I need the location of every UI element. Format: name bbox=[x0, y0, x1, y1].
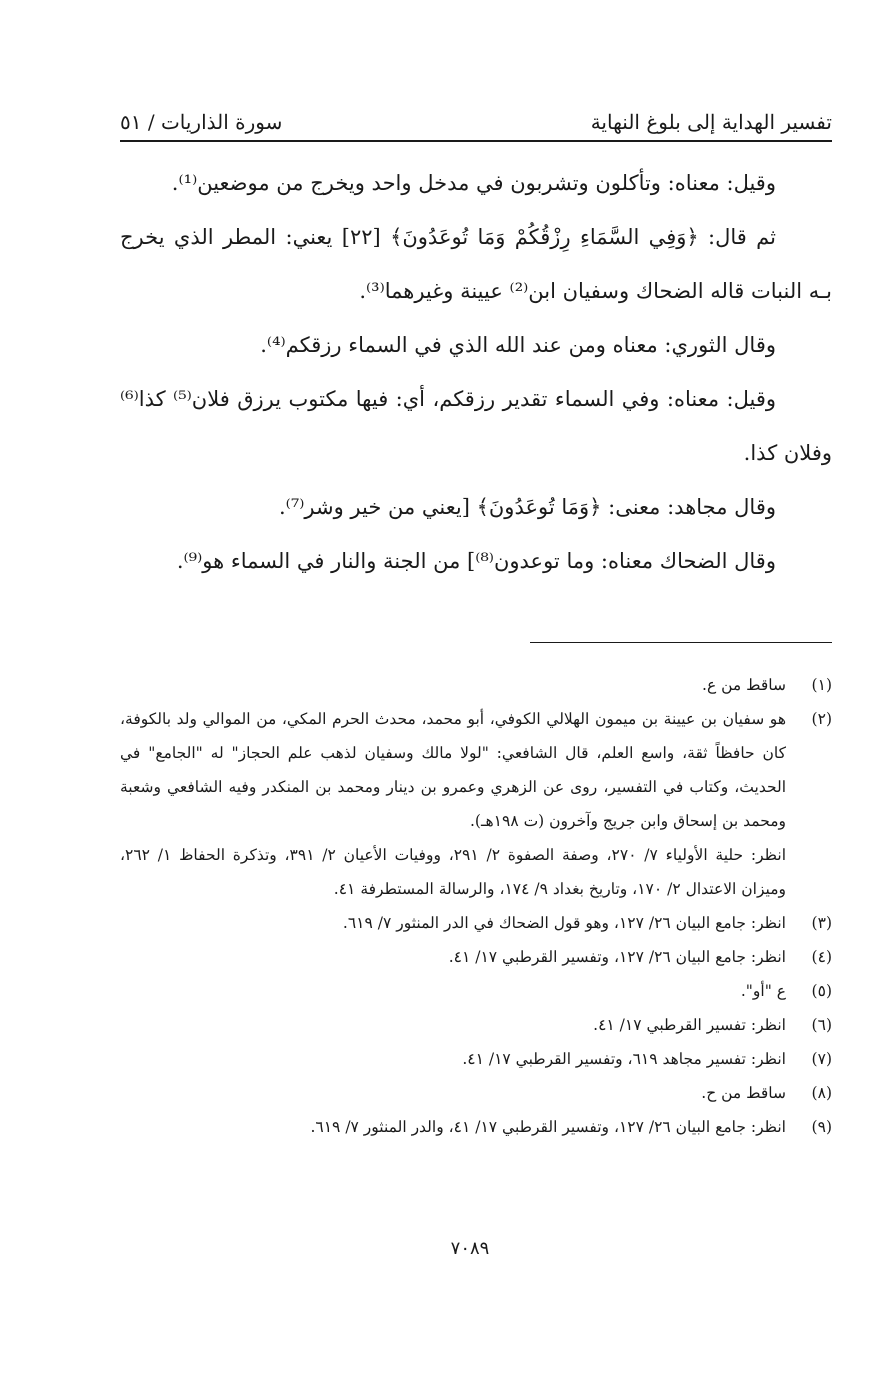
footnote-number: (٤) bbox=[811, 948, 832, 966]
paragraph-3: وقال الثوري: معناه ومن عند الله الذي في السماء رزقكم⁽⁴⁾. bbox=[260, 333, 776, 357]
running-header bbox=[120, 96, 832, 134]
footnote-number: (١) bbox=[811, 676, 832, 694]
book-title: تفسير الهداية إلى بلوغ النهاية bbox=[590, 110, 832, 134]
footnote-number: (٥) bbox=[811, 982, 832, 1000]
footnote-1 bbox=[120, 668, 832, 702]
footnote-6 bbox=[120, 1008, 832, 1042]
footnote-9 bbox=[120, 1110, 832, 1144]
paragraph-2: ثم قال: ﴿وَفِي السَّمَاءِ رِزْقُكُمْ وَمَا تُوعَدُونَ﴾ [٢٢] يعني: المطر الذي يخرج بـه النبات قاله الضحاك وسفيان ابن⁽²⁾ عيينة وغيرهما⁽³⁾. bbox=[120, 225, 832, 303]
footnote-text: ع "أو". bbox=[740, 982, 786, 1000]
footnotes bbox=[120, 668, 832, 1144]
footnote-text: انظر: جامع البيان ٢٦/ ١٢٧، وتفسير القرطبي ١٧/ ٤١، والدر المنثور ٧/ ٦١٩. bbox=[310, 1118, 786, 1136]
header-divider bbox=[120, 140, 832, 142]
footnote-number: (٣) bbox=[811, 914, 832, 932]
footnote-text: انظر: جامع البيان ٢٦/ ١٢٧، وتفسير القرطبي ١٧/ ٤١. bbox=[448, 948, 786, 966]
footnote-number: (٦) bbox=[811, 1016, 832, 1034]
footnote-2 bbox=[120, 702, 832, 838]
footnote-text: ساقط من ع. bbox=[702, 676, 786, 694]
footnote-text: انظر: جامع البيان ٢٦/ ١٢٧، وهو قول الضحاك في الدر المنثور ٧/ ٦١٩. bbox=[342, 914, 786, 932]
footnote-number: (٨) bbox=[811, 1084, 832, 1102]
footnote-text: انظر: تفسير مجاهد ٦١٩، وتفسير القرطبي ١٧/ ٤١. bbox=[462, 1050, 786, 1068]
footnote-number: (٩) bbox=[811, 1118, 832, 1136]
footnote-text: ساقط من ح. bbox=[701, 1084, 786, 1102]
footnote-2-sources: انظر: حلية الأولياء ٧/ ٢٧٠، وصفة الصفوة ٢/ ٢٩١، ووفيات الأعيان ٢/ ٣٩١، وتذكرة الحفاظ ١/ ٢٦٢، وميزان الاعتدال ٢/ ١٧٠، وتاريخ بغداد ٩/ ١٧٤، والرسالة المستطرفة ٤١. bbox=[120, 846, 787, 898]
footnote-text: هو سفيان بن عيينة بن ميمون الهلالي الكوفي، أبو محمد، محدث الحرم المكي، من الموالي ولد بالكوفة، كان حافظاً ثقة، واسع العلم، قال الشافعي: "لولا مالك وسفيان لذهب علم الحجاز" له "الجامع" في الحديث، وكتاب في التفسير، روى عن الزهري وعمرو بن دينار ومحمد بن المنكدر وفيه الشافعي وشعبة ومحمد بن إسحاق وابن جريج وآخرون (ت ١٩٨هـ). bbox=[120, 710, 786, 830]
surah-label: سورة الذاريات / ٥١ bbox=[120, 110, 283, 134]
footnote-divider bbox=[530, 642, 832, 643]
paragraph-6: وقال الضحاك معناه: وما توعدون⁽⁸⁾] من الجنة والنار في السماء هو⁽⁹⁾. bbox=[176, 549, 776, 573]
paragraph-1: وقيل: معناه: وتأكلون وتشربون في مدخل واحد ويخرج من موضعين⁽¹⁾. bbox=[171, 171, 776, 195]
footnote-number: (٧) bbox=[811, 1050, 832, 1068]
footnote-7 bbox=[120, 1042, 832, 1076]
footnote-number: (٢) bbox=[811, 710, 832, 728]
paragraph-4: وقيل: معناه: وفي السماء تقدير رزقكم، أي: فيها مكتوب يرزق فلان⁽⁵⁾ كذا⁽⁶⁾ وفلان كذا. bbox=[120, 387, 832, 465]
footnote-5 bbox=[120, 974, 832, 1008]
footnote-text: انظر: تفسير القرطبي ١٧/ ٤١. bbox=[593, 1016, 786, 1034]
footnote-8 bbox=[120, 1076, 832, 1110]
page-number: ٧٠٨٩ bbox=[450, 1238, 490, 1259]
paragraph-5: وقال مجاهد: معنى: ﴿وَمَا تُوعَدُونَ﴾ [يعني من خير وشر⁽⁷⁾. bbox=[278, 495, 776, 519]
footnote-3 bbox=[120, 906, 832, 940]
main-text bbox=[120, 156, 832, 588]
footnote-4 bbox=[120, 940, 832, 974]
